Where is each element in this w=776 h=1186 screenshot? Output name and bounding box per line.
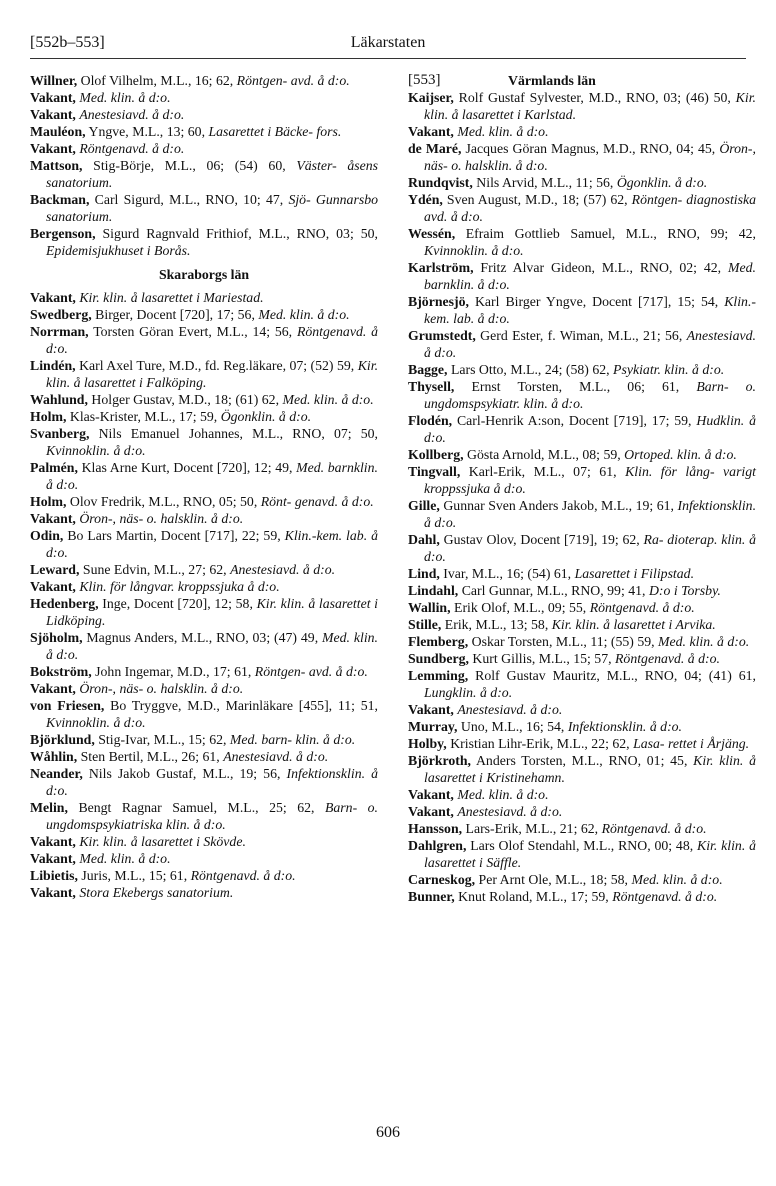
entry-name: Murray, — [408, 719, 458, 734]
entry-name: Libietis, — [30, 868, 78, 883]
entry-details: Gösta Arnold, M.L., 08; 59, — [467, 447, 621, 462]
entry-details: Sven August, M.D., 18; (57) 62, — [446, 192, 628, 207]
entry-position: Kvinnoklin. å d:o. — [46, 443, 146, 458]
directory-entry — [30, 850, 378, 867]
entry-name: Flemberg, — [408, 634, 469, 649]
directory-entry — [30, 357, 378, 391]
entry-name: Hansson, — [408, 821, 463, 836]
directory-entry — [30, 323, 378, 357]
directory-entry — [30, 833, 378, 850]
right-column-entries — [408, 89, 756, 905]
entry-details: Jacques Göran Magnus, M.D., RNO, 04; 45, — [465, 141, 716, 156]
directory-entry — [408, 174, 756, 191]
entry-details: Per Arnt Ole, M.L., 18; 58, — [478, 872, 628, 887]
page-title: Läkarstaten — [350, 34, 426, 51]
entry-position: Med. klin. å d:o. — [631, 872, 723, 887]
directory-entry — [30, 578, 378, 595]
entry-name: Mattson, — [30, 158, 83, 173]
entry-name: Vakant, — [30, 90, 76, 105]
entry-name: Willner, — [30, 73, 78, 88]
entry-position: Anestesiavd. å d:o. — [457, 702, 563, 717]
directory-entry — [408, 191, 756, 225]
entry-name: Norrman, — [30, 324, 89, 339]
column-ref: [553] — [408, 72, 441, 88]
directory-entry — [30, 765, 378, 799]
entry-name: Rundqvist, — [408, 175, 473, 190]
directory-entry — [408, 837, 756, 871]
directory-entry — [408, 752, 756, 786]
entry-name: Lind, — [408, 566, 440, 581]
entry-position: Kir. klin. å lasarettet i Karlstad. — [424, 90, 756, 122]
entry-position: Kir. klin. å lasarettet i Falköping. — [46, 358, 379, 390]
entry-position: Öron-, näs- o. halsklin. å d:o. — [79, 681, 244, 696]
entry-name: Carneskog, — [408, 872, 476, 887]
entry-position: Väster- åsens sanatorium. — [46, 158, 379, 190]
directory-entry — [408, 565, 756, 582]
directory-entry — [30, 799, 378, 833]
entry-name: Vakant, — [30, 851, 76, 866]
directory-entry — [408, 650, 756, 667]
entry-details: Gerd Ester, f. Wiman, M.L., 21; 56, — [480, 328, 683, 343]
entry-details: Sten Bertil, M.L., 26; 61, — [80, 749, 220, 764]
entry-details: Inge, Docent [720], 12; 58, — [102, 596, 253, 611]
entry-position: Kir. klin. å lasarettet i Arvika. — [551, 617, 716, 632]
directory-entry — [408, 888, 756, 905]
entry-name: Leward, — [30, 562, 80, 577]
entry-position: Lasarettet i Filipstad. — [574, 566, 695, 581]
entry-position: Epidemisjukhuset i Borås. — [46, 243, 191, 258]
entry-position: Ögonklin. å d:o. — [616, 175, 708, 190]
entry-name: Hedenberg, — [30, 596, 99, 611]
directory-entry — [408, 89, 756, 123]
right-column-header — [408, 72, 756, 89]
entry-position: Med. klin. å d:o. — [457, 787, 549, 802]
entry-name: Vakant, — [30, 579, 76, 594]
entry-name: Dahlgren, — [408, 838, 467, 853]
entry-details: Carl Gunnar, M.L., RNO, 99; 41, — [461, 583, 646, 598]
directory-entry — [30, 157, 378, 191]
entry-name: Melin, — [30, 800, 68, 815]
entry-details: Nils Emanuel Johannes, M.L., RNO, 07; 50, — [98, 426, 379, 441]
entry-position: Kir. klin. å lasarettet i Skövde. — [79, 834, 246, 849]
entry-name: Dahl, — [408, 532, 440, 547]
entry-position: Lasa- rettet i Årjäng. — [633, 736, 750, 751]
entry-name: Swedberg, — [30, 307, 92, 322]
entry-details: Stig-Börje, M.L., 06; (54) 60, — [93, 158, 286, 173]
entry-details: Bengt Ragnar Samuel, M.L., 25; 62, — [78, 800, 315, 815]
entry-position: Kir. klin. å lasarettet i Mariestad. — [79, 290, 264, 305]
directory-entry — [408, 259, 756, 293]
entry-position: Infektionsklin. å d:o. — [46, 766, 378, 798]
entry-name: Lindén, — [30, 358, 76, 373]
entry-position: Öron-, näs- o. halsklin. å d:o. — [424, 141, 756, 173]
entry-name: Ydén, — [408, 192, 443, 207]
directory-entry — [408, 701, 756, 718]
directory-entry — [30, 123, 378, 140]
entry-position: Klin. för långvar. kroppssjuka å d:o. — [79, 579, 280, 594]
county-heading: Värmlands län — [508, 73, 596, 88]
entry-details: Erik, M.L., 13; 58, — [444, 617, 549, 632]
directory-entry — [408, 718, 756, 735]
entry-details: Lars-Erik, M.L., 21; 62, — [465, 821, 599, 836]
entry-details: Carl Sigurd, M.L., RNO, 10; 47, — [94, 192, 284, 207]
entry-name: Vakant, — [30, 141, 76, 156]
entry-details: Nils Arvid, M.L., 11; 56, — [476, 175, 614, 190]
entry-details: Anders Torsten, M.L., RNO, 01; 45, — [475, 753, 688, 768]
entry-name: Vakant, — [30, 885, 76, 900]
entry-position: Med. barnklin. å d:o. — [424, 260, 756, 292]
entry-position: Röntgenavd. å d:o. — [612, 889, 718, 904]
entry-name: von Friesen, — [30, 698, 105, 713]
directory-entry — [408, 446, 756, 463]
directory-entry — [30, 140, 378, 157]
entry-details: Erik Olof, M.L., 09; 55, — [454, 600, 587, 615]
directory-entry — [30, 748, 378, 765]
entry-details: Lars Otto, M.L., 24; (58) 62, — [450, 362, 610, 377]
directory-entry — [30, 72, 378, 89]
entry-position: Röntgen- avd. å d:o. — [254, 664, 368, 679]
entry-position: Med. klin. å d:o. — [457, 124, 549, 139]
entry-name: Björklund, — [30, 732, 95, 747]
entry-details: Bo Tryggve, M.D., Marinläkare [455], 11; 51, — [110, 698, 379, 713]
directory-entry — [30, 663, 378, 680]
directory-entry — [30, 629, 378, 663]
entry-position: Ra- dioterap. klin. å d:o. — [424, 532, 757, 564]
entry-details: Sune Edvin, M.L., 27; 62, — [82, 562, 227, 577]
directory-entry — [408, 225, 756, 259]
entry-details: Holger Gustav, M.D., 18; (61) 62, — [91, 392, 280, 407]
entry-position: Infektionsklin. å d:o. — [424, 498, 757, 530]
entry-details: Lars Olof Stendahl, M.L., RNO, 00; 48, — [470, 838, 694, 853]
entry-name: Wallin, — [408, 600, 451, 615]
entry-details: Ivar, M.L., 16; (54) 61, — [443, 566, 572, 581]
entry-name: Sundberg, — [408, 651, 469, 666]
directory-entry — [408, 378, 756, 412]
entry-name: Backman, — [30, 192, 90, 207]
entry-position: Klin. för lång- varigt kroppssjuka å d:o. — [424, 464, 756, 496]
directory-entry — [30, 510, 378, 527]
entry-details: Bo Lars Martin, Docent [717], 22; 59, — [67, 528, 281, 543]
entry-name: Bokström, — [30, 664, 92, 679]
entry-position: Psykiatr. klin. å d:o. — [613, 362, 725, 377]
entry-name: Odin, — [30, 528, 64, 543]
entry-name: Holby, — [408, 736, 447, 751]
entry-name: Vakant, — [30, 681, 76, 696]
entry-position: Kvinnoklin. å d:o. — [46, 715, 146, 730]
entry-position: Röntgenavd. å d:o. — [190, 868, 296, 883]
directory-entry — [30, 306, 378, 323]
entry-name: Tingvall, — [408, 464, 461, 479]
entry-details: Kristian Lihr-Erik, M.L., 22; 62, — [450, 736, 630, 751]
entry-name: Flodén, — [408, 413, 453, 428]
directory-entry — [408, 293, 756, 327]
entry-details: Klas Arne Kurt, Docent [720], 12; 49, — [81, 460, 293, 475]
entry-name: Holm, — [30, 409, 67, 424]
directory-entry — [408, 531, 756, 565]
entry-position: D:o i Torsby. — [648, 583, 721, 598]
entry-details: Carl-Henrik A:son, Docent [719], 17; 59, — [456, 413, 692, 428]
entry-name: Vakant, — [30, 511, 76, 526]
directory-entry — [408, 497, 756, 531]
entry-position: Med. klin. å d:o. — [658, 634, 750, 649]
entry-details: Uno, M.L., 16; 54, — [460, 719, 565, 734]
directory-entry — [408, 123, 756, 140]
directory-entry — [30, 595, 378, 629]
entry-details: Kurt Gillis, M.L., 15; 57, — [472, 651, 612, 666]
entry-position: Anestesiavd. å d:o. — [230, 562, 336, 577]
section-heading: Skaraborgs län — [158, 267, 250, 282]
entry-name: Kollberg, — [408, 447, 464, 462]
entry-details: Karl Birger Yngve, Docent [717], 15; 54, — [474, 294, 719, 309]
entry-details: Juris, M.L., 15; 61, — [81, 868, 188, 883]
entry-details: Klas-Krister, M.L., 17; 59, — [69, 409, 218, 424]
directory-entry — [408, 633, 756, 650]
entry-position: Barn- o. ungdomspsykiatr. klin. å d:o. — [424, 379, 756, 411]
entry-position: Med. klin. å d:o. — [79, 851, 171, 866]
directory-entry — [30, 191, 378, 225]
entry-details: Rolf Gustav Mauritz, M.L., RNO, 04; (41) 61, — [475, 668, 756, 683]
entry-name: Björnesjö, — [408, 294, 469, 309]
entry-position: Klin.-kem. lab. å d:o. — [424, 294, 756, 326]
entry-position: Lasarettet i Bäcke- fors. — [208, 124, 342, 139]
entry-position: Kir. klin. å lasarettet i Kristinehamn. — [424, 753, 756, 785]
entry-position: Stora Ekebergs sanatorium. — [79, 885, 234, 900]
directory-entry — [30, 731, 378, 748]
directory-entry — [30, 527, 378, 561]
entry-details: Yngve, M.L., 13; 60, — [88, 124, 206, 139]
entry-name: Vakant, — [30, 107, 76, 122]
header-rule — [30, 58, 746, 59]
directory-entry — [408, 140, 756, 174]
entry-details: Ernst Torsten, M.L., 06; 61, — [471, 379, 680, 394]
entry-position: Röntgenavd. å d:o. — [615, 651, 720, 666]
page-header — [30, 34, 746, 56]
entry-details: Efraim Gottlieb Samuel, M.L., RNO, 99; 42, — [465, 226, 756, 241]
entry-name: Stille, — [408, 617, 442, 632]
directory-entry — [30, 697, 378, 731]
entry-position: Kvinnoklin. å d:o. — [424, 243, 524, 258]
directory-entry — [408, 361, 756, 378]
entry-position: Sjö- Gunnarsbo sanatorium. — [46, 192, 378, 224]
entry-name: Sjöholm, — [30, 630, 83, 645]
entry-name: Björkroth, — [408, 753, 471, 768]
entry-name: Bunner, — [408, 889, 455, 904]
entry-name: Gille, — [408, 498, 440, 513]
entry-name: Thysell, — [408, 379, 455, 394]
directory-entry — [408, 327, 756, 361]
entry-name: Holm, — [30, 494, 67, 509]
entry-details: Stig-Ivar, M.L., 15; 62, — [98, 732, 227, 747]
entry-details: Nils Jakob Gustaf, M.L., 19; 56, — [88, 766, 281, 781]
entry-details: Rolf Gustaf Sylvester, M.D., RNO, 03; (46) 50, — [458, 90, 731, 105]
entry-position: Röntgenavd. å d:o. — [46, 324, 379, 356]
entry-details: Sigurd Ragnvald Frithiof, M.L., RNO, 03; 50, — [102, 226, 378, 241]
entry-name: Karlström, — [408, 260, 474, 275]
entry-name: Grumstedt, — [408, 328, 476, 343]
entry-details: Magnus Anders, M.L., RNO, 03; (47) 49, — [86, 630, 319, 645]
directory-entry — [408, 803, 756, 820]
entry-name: Wahlund, — [30, 392, 88, 407]
directory-entry — [408, 735, 756, 752]
entry-details: Karl Axel Ture, M.D., fd. Reg.läkare, 07; (52) 59, — [79, 358, 355, 373]
entry-details: Oskar Torsten, M.L., 11; (55) 59, — [471, 634, 655, 649]
directory-entry — [30, 425, 378, 459]
entry-name: Vakant, — [30, 834, 76, 849]
entry-position: Anestesiavd. å d:o. — [79, 107, 185, 122]
entry-position: Rönt- genavd. å d:o. — [260, 494, 374, 509]
page-number: 606 — [376, 1124, 400, 1141]
directory-entry — [30, 225, 378, 259]
directory-entry — [408, 599, 756, 616]
entry-name: Bergenson, — [30, 226, 96, 241]
entry-name: Lindahl, — [408, 583, 459, 598]
entry-position: Hudklin. å d:o. — [424, 413, 756, 445]
directory-entry — [408, 667, 756, 701]
directory-entry — [408, 463, 756, 497]
directory-entry — [408, 412, 756, 446]
entry-name: Palmén, — [30, 460, 78, 475]
left-column — [30, 72, 378, 901]
directory-entry — [30, 391, 378, 408]
entry-name: Vakant, — [408, 702, 454, 717]
entry-position: Med. klin. å d:o. — [46, 630, 379, 662]
directory-entry — [30, 459, 378, 493]
entry-name: de Maré, — [408, 141, 462, 156]
entry-details: Olov Fredrik, M.L., RNO, 05; 50, — [69, 494, 258, 509]
entry-details: Fritz Alvar Gideon, M.L., RNO, 02; 42, — [480, 260, 722, 275]
entry-position: Kir. klin. å lasarettet i Lidköping. — [46, 596, 379, 628]
entry-position: Röntgenavd. å d:o. — [601, 821, 707, 836]
directory-entry — [30, 884, 378, 901]
entry-name: Bagge, — [408, 362, 448, 377]
directory-entry — [30, 89, 378, 106]
entry-name: Vakant, — [408, 124, 454, 139]
entry-details: Birger, Docent [720], 17; 56, — [95, 307, 255, 322]
entry-position: Anestesiavd. å d:o. — [223, 749, 329, 764]
directory-entry — [30, 493, 378, 510]
entry-details: Gustav Olov, Docent [719], 19; 62, — [443, 532, 640, 547]
entry-position: Infektionsklin. å d:o. — [567, 719, 683, 734]
entry-details: Gunnar Sven Anders Jakob, M.L., 19; 61, — [443, 498, 674, 513]
entry-name: Wåhlin, — [30, 749, 78, 764]
entry-position: Med. klin. å d:o. — [79, 90, 171, 105]
entry-details: John Ingemar, M.D., 17; 61, — [95, 664, 252, 679]
entry-details: Olof Vilhelm, M.L., 16; 62, — [80, 73, 234, 88]
page-ref: [552b–553] — [30, 34, 105, 51]
directory-entry — [30, 561, 378, 578]
directory-entry — [408, 616, 756, 633]
entry-name: Vakant, — [408, 804, 454, 819]
entry-position: Klin.-kem. lab. å d:o. — [46, 528, 378, 560]
entry-position: Ortoped. klin. å d:o. — [624, 447, 737, 462]
entry-name: Neander, — [30, 766, 83, 781]
directory-entry — [30, 867, 378, 884]
entry-name: Lemming, — [408, 668, 469, 683]
directory-entry — [30, 408, 378, 425]
entry-position: Röntgen- diagnostiska avd. å d:o. — [424, 192, 757, 224]
entry-position: Ögonklin. å d:o. — [220, 409, 312, 424]
entry-position: Barn- o. ungdomspsykiatriska klin. å d:o. — [46, 800, 378, 832]
entry-name: Mauléon, — [30, 124, 86, 139]
entry-name: Wessén, — [408, 226, 456, 241]
entry-position: Röntgen- avd. å d:o. — [236, 73, 350, 88]
directory-entry — [408, 871, 756, 888]
entry-position: Anestesiavd. å d:o. — [424, 328, 756, 360]
entry-position: Öron-, näs- o. halsklin. å d:o. — [79, 511, 244, 526]
entry-position: Kir. klin. å lasarettet i Säffle. — [424, 838, 756, 870]
directory-entry — [30, 106, 378, 123]
entry-position: Lungklin. å d:o. — [424, 685, 513, 700]
entry-position: Med. barnklin. å d:o. — [46, 460, 378, 492]
entry-details: Karl-Erik, M.L., 07; 61, — [468, 464, 617, 479]
entry-details: Knut Roland, M.L., 17; 59, — [458, 889, 609, 904]
right-column — [408, 72, 756, 905]
entry-position: Röntgenavd. å d:o. — [79, 141, 185, 156]
entry-position: Med. klin. å d:o. — [258, 307, 350, 322]
directory-entry — [408, 582, 756, 599]
entry-position: Röntgenavd. å d:o. — [589, 600, 695, 615]
entry-position: Anestesiavd. å d:o. — [457, 804, 563, 819]
entry-position: Med. klin. å d:o. — [282, 392, 374, 407]
directory-entry — [408, 786, 756, 803]
entry-name: Kaijser, — [408, 90, 454, 105]
entry-details: Torsten Göran Evert, M.L., 14; 56, — [93, 324, 293, 339]
entry-name: Vakant, — [30, 290, 76, 305]
directory-entry — [30, 680, 378, 697]
directory-entry — [30, 289, 378, 306]
entry-name: Svanberg, — [30, 426, 90, 441]
entry-name: Vakant, — [408, 787, 454, 802]
directory-entry — [408, 820, 756, 837]
entry-position: Med. barn- klin. å d:o. — [229, 732, 356, 747]
